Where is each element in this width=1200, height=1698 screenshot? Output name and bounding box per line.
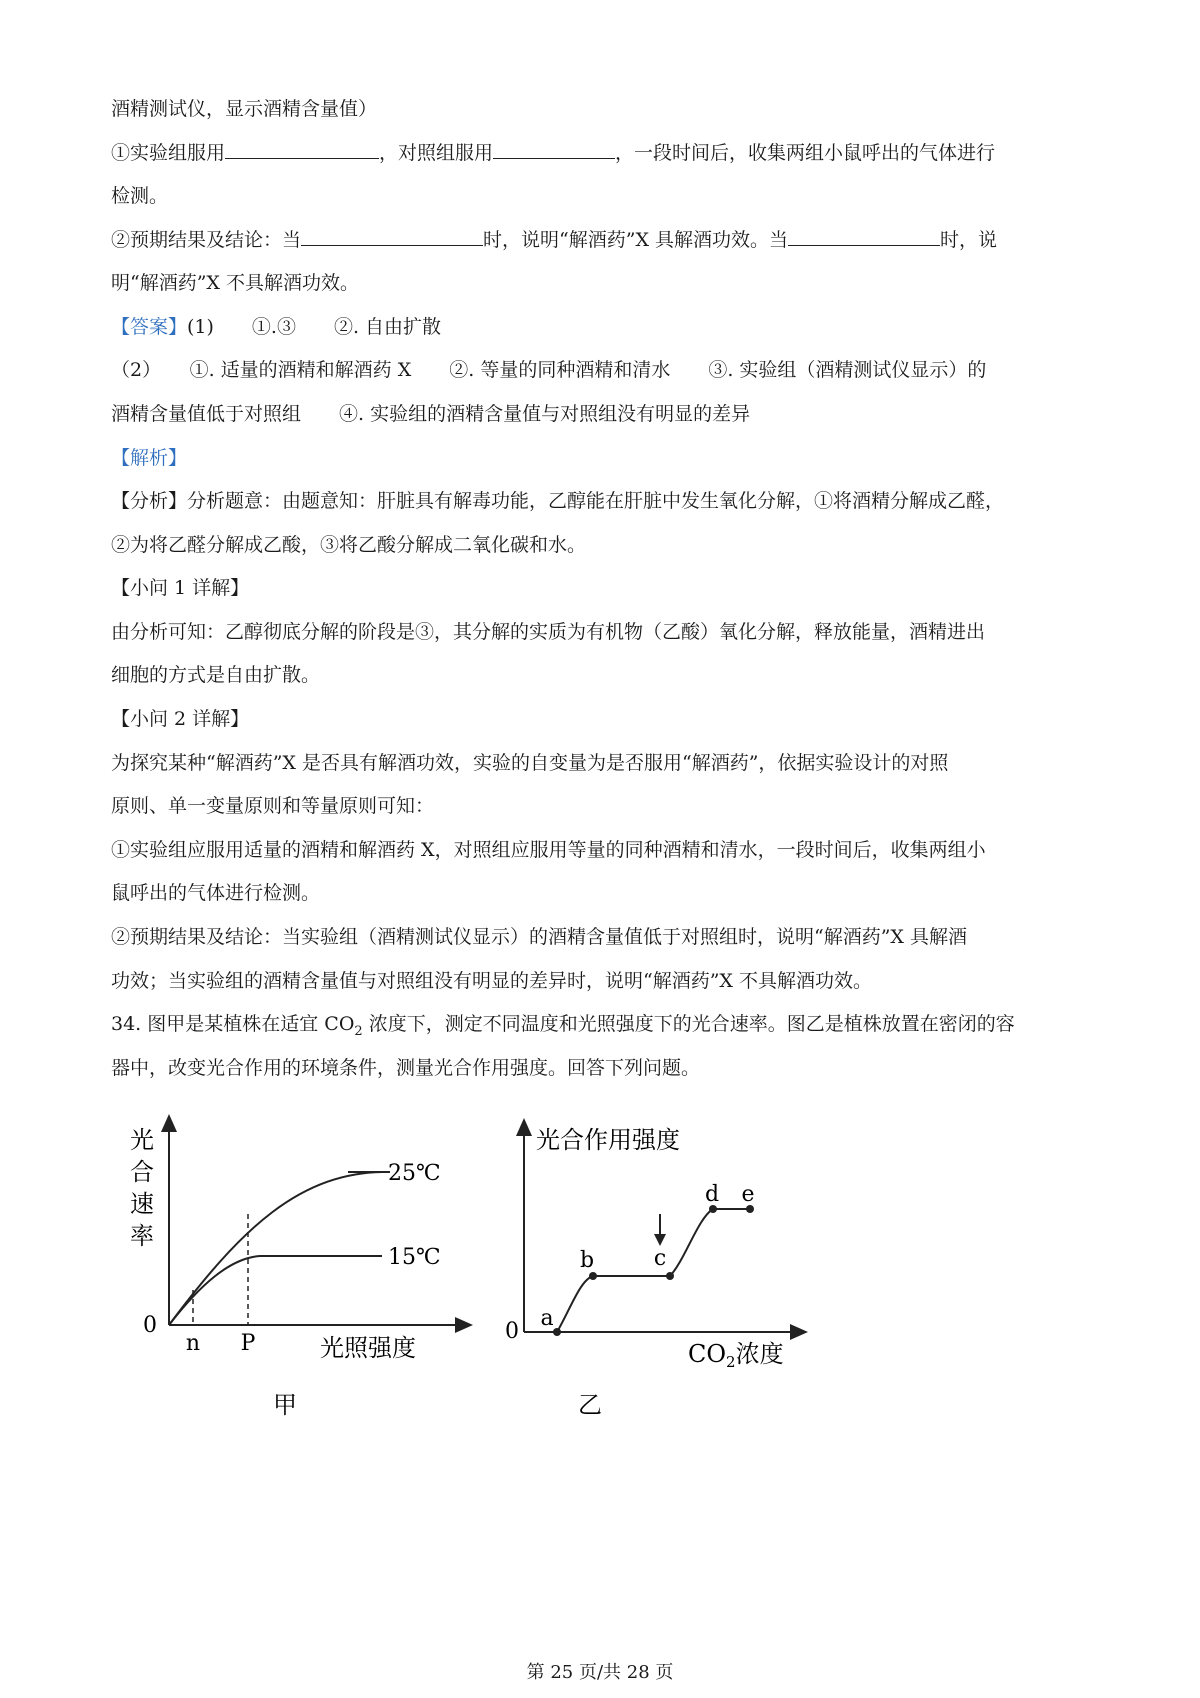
text-line: 酒精测试仪，显示酒精含量值） bbox=[111, 98, 378, 120]
question-line: ①实验组服用 ，对照组服用 ，一段时间后，收集两组小鼠呼出的气体进行 bbox=[111, 142, 996, 164]
figure-jia bbox=[120, 1110, 490, 1430]
text-line: 【分析】分析题意：由题意知：肝脏具有解毒功能，乙醇能在肝脏中发生氧化分解，①将酒精分解成乙醛， bbox=[111, 490, 1005, 512]
point-label-b: b bbox=[579, 1248, 595, 1273]
y-axis-label: 光 bbox=[130, 1126, 154, 1154]
answer-tag: 【答案】 bbox=[111, 316, 188, 338]
x-axis-label: 光照强度 bbox=[320, 1334, 416, 1362]
text-line: ①实验组应服用适量的酒精和解酒药 X，对照组应服用等量的同种酒精和清水，一段时间后，收集两组小 bbox=[111, 839, 986, 861]
y-axis-label: 速 bbox=[130, 1190, 154, 1218]
text-line: 原则、单一变量原则和等量原则可知： bbox=[111, 795, 435, 817]
text-line: ②为将乙醛分解成乙酸，③将乙酸分解成二氧化碳和水。 bbox=[111, 534, 587, 556]
point-label-d: d bbox=[704, 1182, 720, 1207]
answer-blank[interactable] bbox=[493, 140, 615, 159]
answer-blank[interactable] bbox=[788, 227, 940, 246]
y-axis-label: 光合作用强度 bbox=[536, 1126, 680, 1154]
subheading: 【小问 2 详解】 bbox=[111, 708, 250, 730]
figure-caption: 甲 bbox=[273, 1391, 297, 1419]
origin-label: 0 bbox=[143, 1313, 157, 1338]
text-line: 器中，改变光合作用的环境条件，测量光合作用强度。回答下列问题。 bbox=[111, 1057, 701, 1079]
y-axis-label: 合 bbox=[130, 1158, 154, 1186]
point-label-a: a bbox=[540, 1306, 554, 1331]
analysis-tag: 【解析】 bbox=[111, 447, 188, 469]
answer-line: 【答案】(1) ①.③ ②. 自由扩散 bbox=[111, 316, 442, 338]
curve-label-25: 25℃ bbox=[388, 1161, 441, 1186]
origin-label: 0 bbox=[505, 1319, 519, 1344]
text-line: 由分析可知：乙醇彻底分解的阶段是③，其分解的实质为有机物（乙酸）氧化分解，释放能量，酒精进出 bbox=[111, 621, 986, 643]
text-line: ②预期结果及结论：当实验组（酒精测试仪显示）的酒精含量值低于对照组时，说明“解酒药”X 具解酒 bbox=[111, 926, 967, 948]
text-line: 检测。 bbox=[111, 185, 169, 207]
answer-line: 酒精含量值低于对照组 ④. 实验组的酒精含量值与对照组没有明显的差异 bbox=[111, 403, 751, 425]
point-b bbox=[589, 1272, 597, 1280]
point-label-c: c bbox=[653, 1246, 667, 1271]
text-line: 功效；当实验组的酒精含量值与对照组没有明显的差异时，说明“解酒药”X 不具解酒功效。 bbox=[111, 970, 872, 992]
y-axis-label: 率 bbox=[130, 1222, 154, 1250]
curve-15c bbox=[169, 1256, 260, 1325]
down-arrow-head bbox=[654, 1234, 666, 1246]
x-tick-n: n bbox=[185, 1331, 201, 1356]
x-axis-label: $CO_2$浓度 bbox=[688, 1340, 784, 1371]
point-c bbox=[666, 1272, 674, 1280]
answer-blank[interactable] bbox=[301, 227, 483, 246]
page-footer: 第 25 页/共 28 页 bbox=[526, 1662, 674, 1683]
point-label-e: e bbox=[741, 1182, 755, 1207]
text-line: 明“解酒药”X 不具解酒功效。 bbox=[111, 272, 359, 294]
text-line: 鼠呼出的气体进行检测。 bbox=[111, 882, 321, 904]
figure-caption: 乙 bbox=[578, 1391, 602, 1419]
x-tick-p: P bbox=[240, 1331, 256, 1356]
curve-label-15: 15℃ bbox=[388, 1245, 441, 1270]
figure-yi bbox=[500, 1110, 880, 1430]
subheading: 【小问 1 详解】 bbox=[111, 577, 250, 599]
question-line: ②预期结果及结论：当 时，说明“解酒药”X 具解酒功效。当 时，说 bbox=[111, 229, 998, 251]
answer-blank[interactable] bbox=[225, 140, 379, 159]
point-a bbox=[553, 1328, 561, 1336]
curve-25c bbox=[169, 1172, 390, 1325]
question-34-line: 34. 图甲是某植株在适宜 $CO_2$ 浓度下，测定不同温度和光照强度下的光合速率。图乙是植株放置在密闭的容 bbox=[111, 1013, 1015, 1039]
text-line: 细胞的方式是自由扩散。 bbox=[111, 664, 321, 686]
text-line: 为探究某种“解酒药”X 是否具有解酒功效，实验的自变量为是否服用“解酒药”，依据实验设计的对照 bbox=[111, 752, 949, 774]
answer-line: （2） ①. 适量的酒精和解酒药 X ②. 等量的同种酒精和清水 ③. 实验组（酒精测试仪显示）的 bbox=[111, 359, 987, 381]
